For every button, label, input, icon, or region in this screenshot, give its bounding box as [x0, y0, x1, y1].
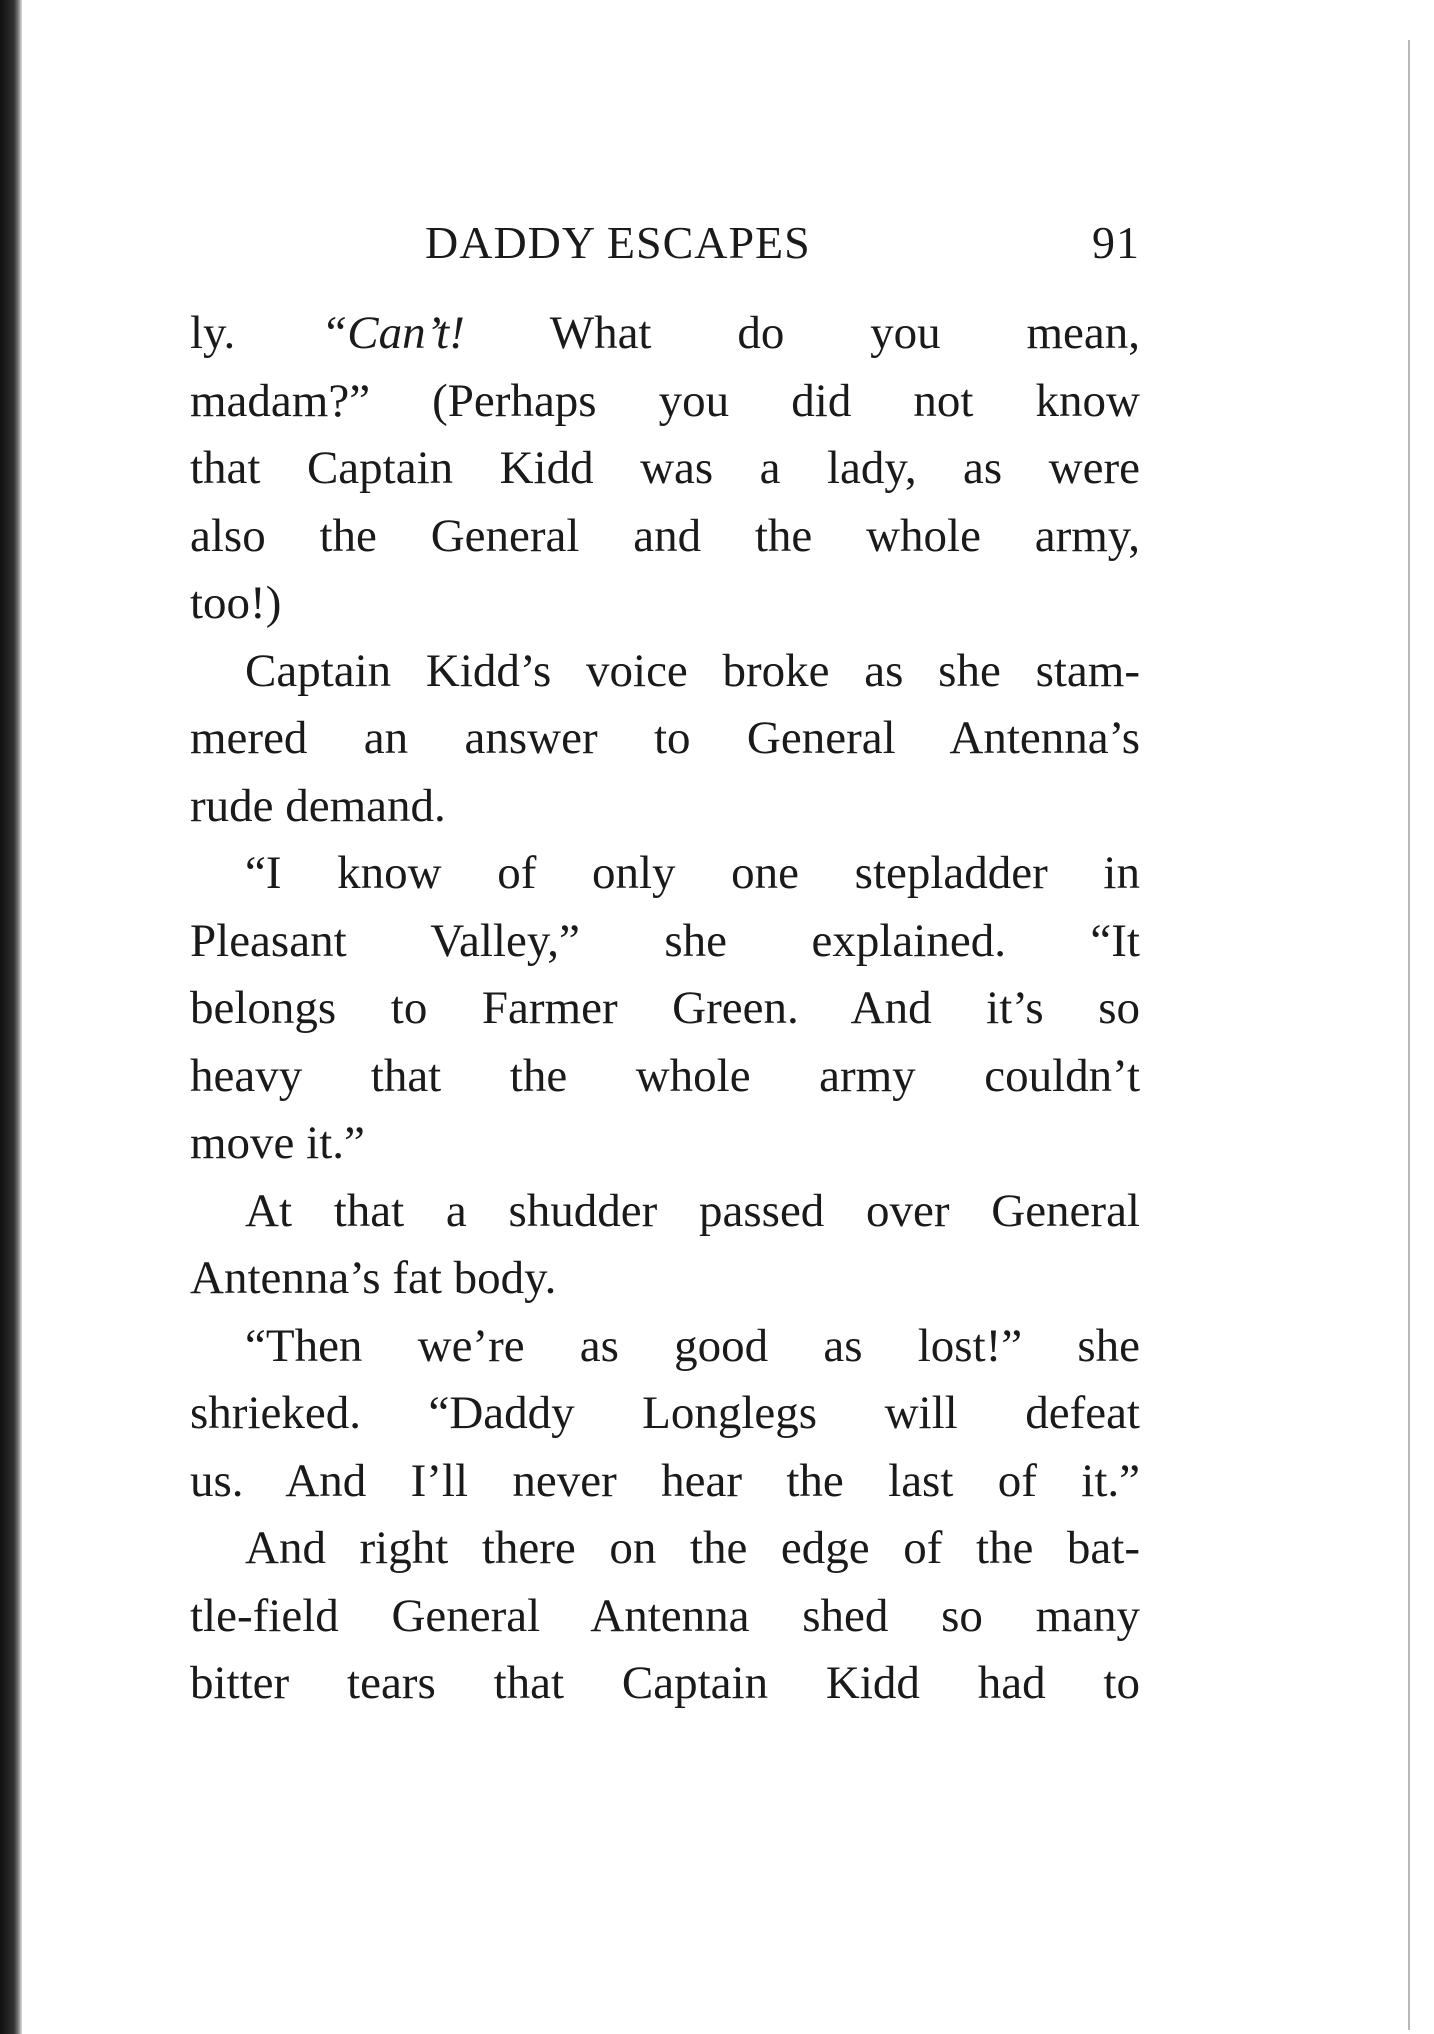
- text-line: also the General and the whole army,: [190, 509, 1140, 562]
- body-text: [190, 300, 1140, 1718]
- paragraph: [190, 1515, 1140, 1718]
- text-line: Pleasant Valley,” she explained. “It: [190, 914, 1140, 967]
- text-line: us. And I’ll never hear the last of it.”: [190, 1454, 1140, 1507]
- text-line: Captain Kidd’s voice broke as she stam-: [245, 644, 1140, 697]
- text-line: [190, 300, 1140, 368]
- binding-edge: [0, 0, 22, 2034]
- paragraph: [190, 638, 1140, 841]
- running-head: [190, 216, 1140, 276]
- text-line: bitter tears that Captain Kidd had to: [190, 1657, 1140, 1709]
- paragraph: [190, 1313, 1140, 1516]
- text-line: madam?” (Perhaps you did not know: [190, 374, 1140, 427]
- text-span: ly.: [190, 307, 322, 359]
- text-line: And right there on the edge of the bat-: [245, 1522, 1140, 1574]
- text-line: too!): [190, 577, 282, 629]
- text-line: At that a shudder passed over General: [245, 1184, 1140, 1237]
- text-line: “Then we’re as good as lost!” she: [245, 1319, 1140, 1372]
- text-line: heavy that the whole army couldn’t: [190, 1049, 1140, 1102]
- page-number: 91: [1092, 217, 1140, 268]
- text-line: belongs to Farmer Green. And it’s so: [190, 982, 1140, 1034]
- text-line: mered an answer to General Antenna’s: [190, 712, 1140, 764]
- scan-line: [1408, 40, 1410, 2030]
- text-line: shrieked. “Daddy Longlegs will defeat: [190, 1387, 1140, 1439]
- paragraph: [190, 1178, 1140, 1313]
- text-line: move it.”: [190, 1117, 365, 1169]
- text-line: Antenna’s fat body.: [190, 1252, 557, 1304]
- text-line: “I know of only one stepladder in: [245, 847, 1140, 899]
- text-line: that Captain Kidd was a lady, as were: [190, 442, 1140, 494]
- paragraph: [190, 300, 1140, 638]
- paragraph: [190, 840, 1140, 1178]
- text-line: tle-field General Antenna shed so many: [190, 1589, 1140, 1642]
- chapter-title: DADDY ESCAPES: [425, 217, 811, 268]
- italic-text: “Can’t!: [321, 307, 465, 359]
- text-line: rude demand.: [190, 779, 446, 832]
- text-span: What do you mean,: [464, 307, 1140, 359]
